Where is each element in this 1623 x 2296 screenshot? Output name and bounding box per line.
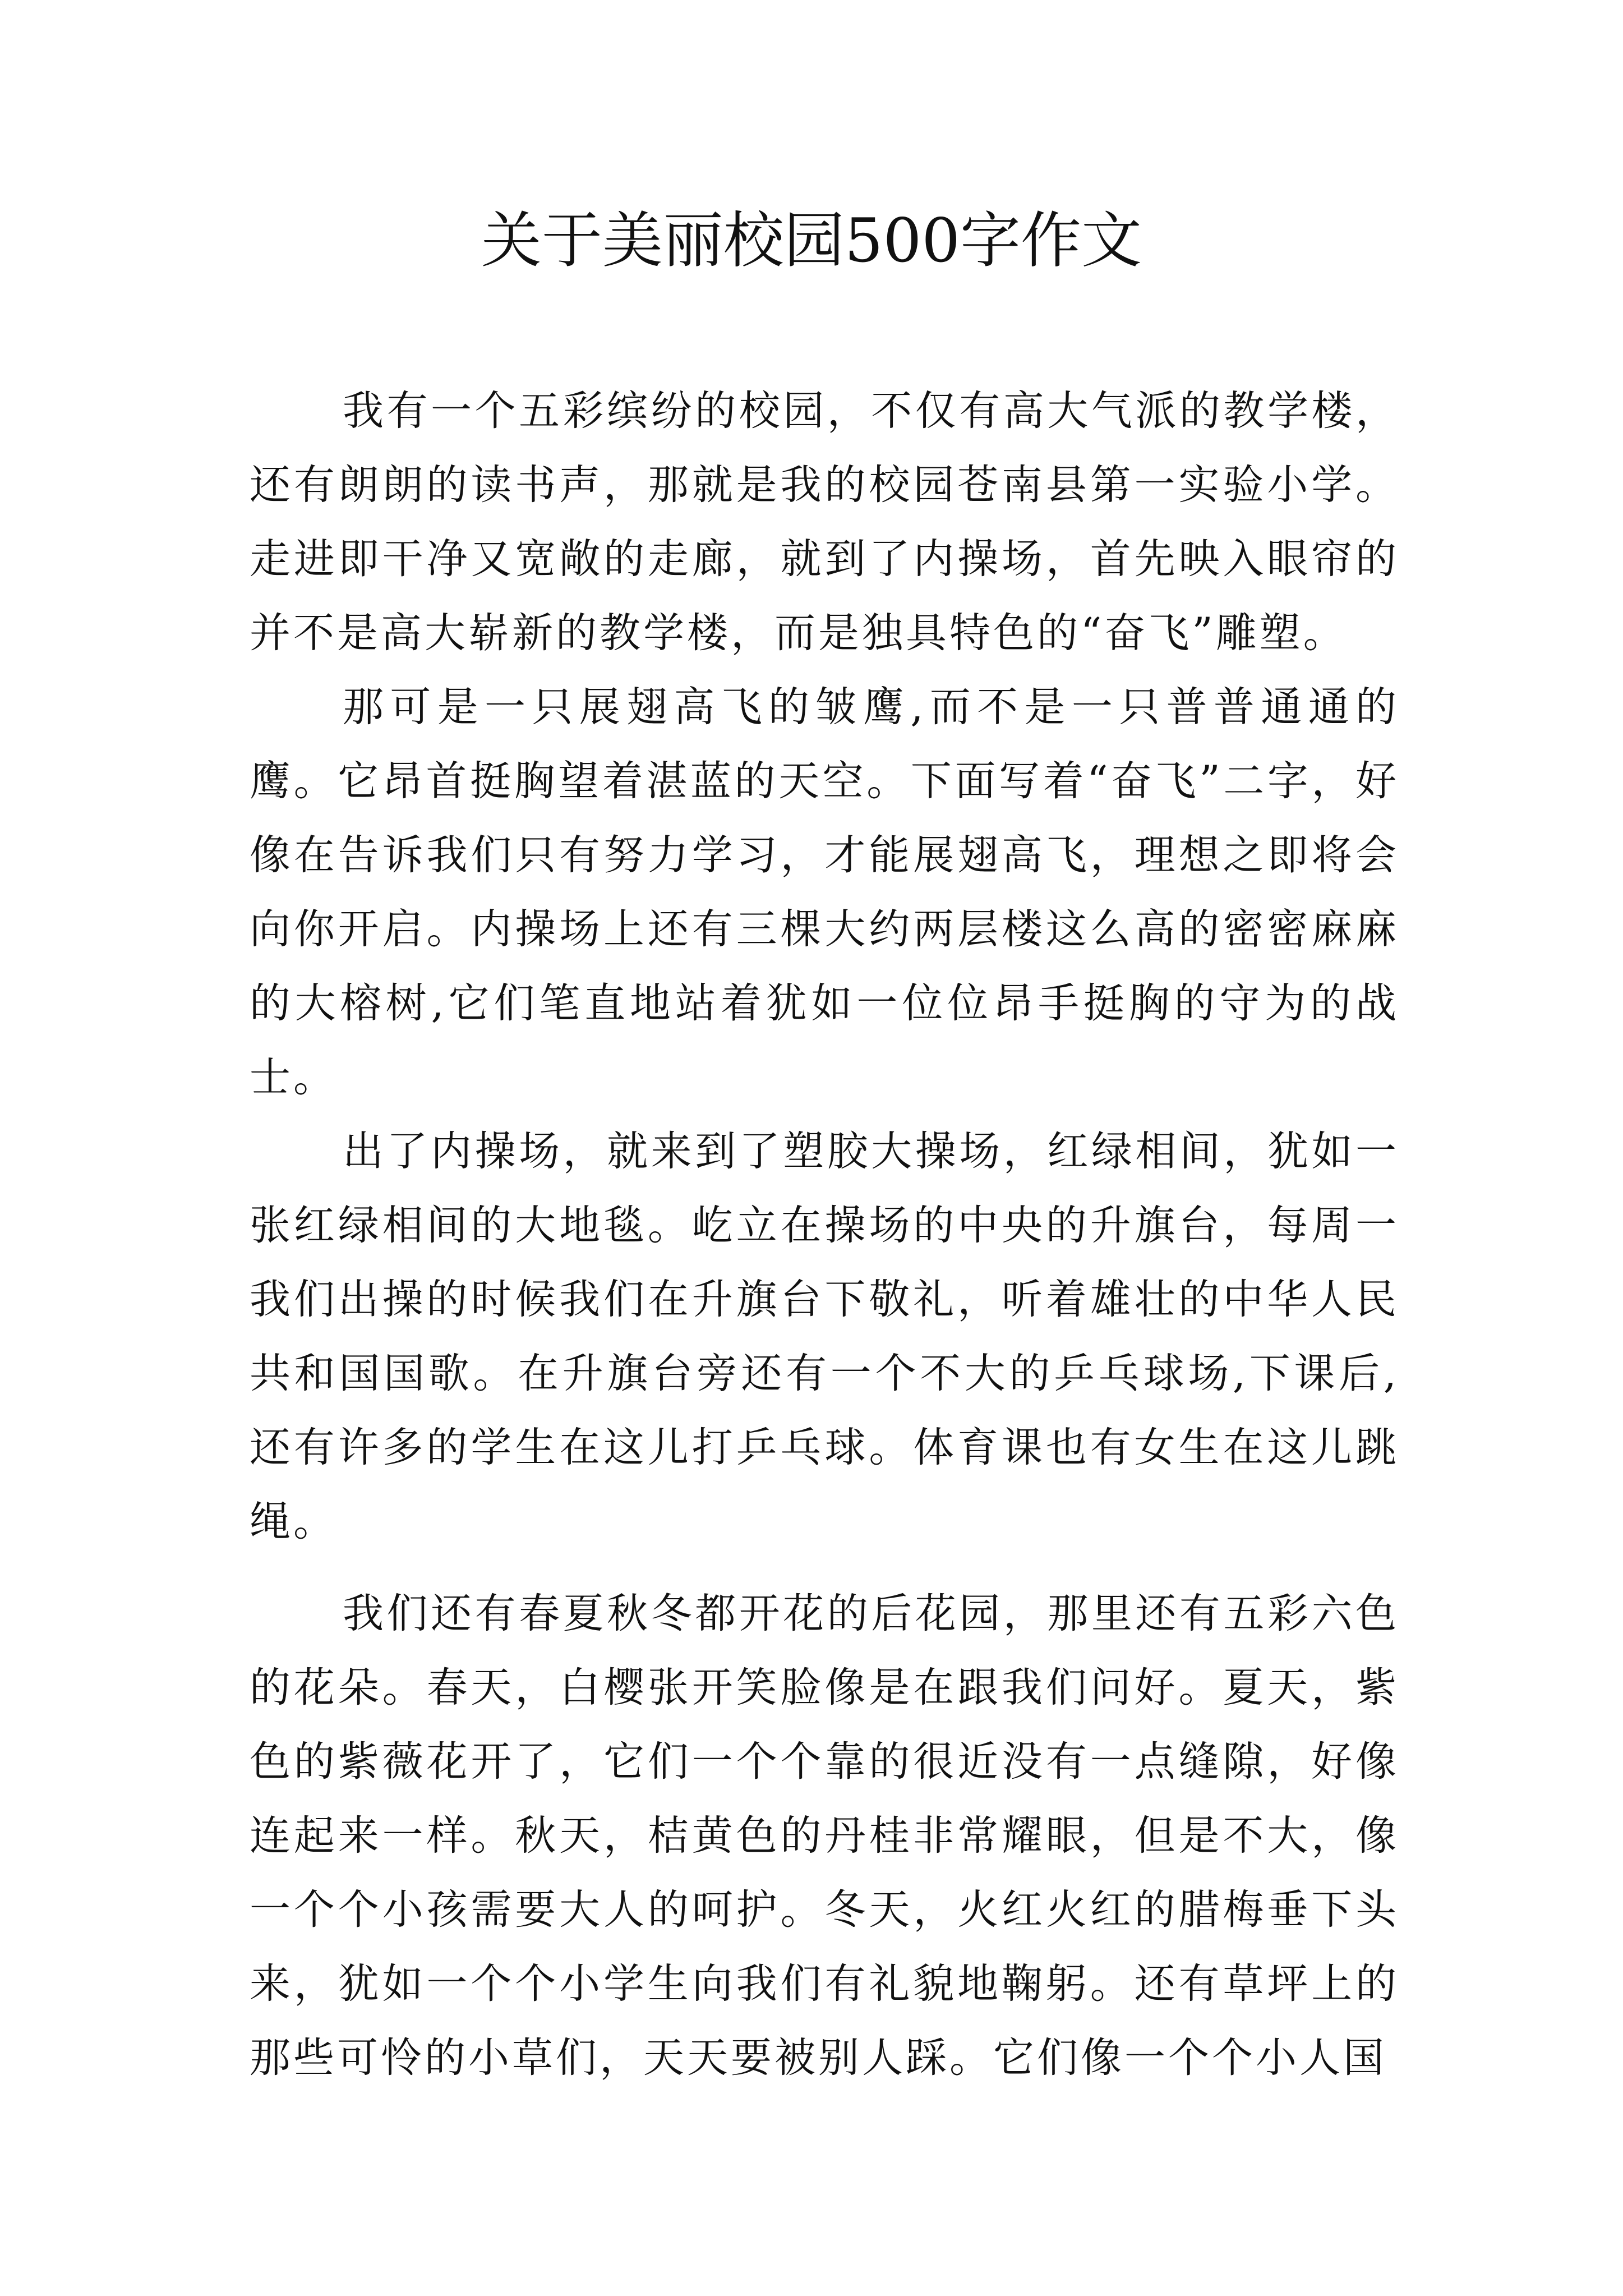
document-title: 关于美丽校园500字作文: [481, 206, 1142, 276]
paragraph-3: 出了内操场，就来到了塑胶大操场，红绿相间，犹如一张红绿相间的大地毯。屹立在操场的中央的升旗台，每周一我们出操的时候我们在升旗台下敬礼，听着雄壮的中华人民共和国国歌。在升旗台旁还有一个不大的乒乓球场,下课后,还有许多的学生在这儿打乒乓球。体育课也有女生在这儿跳绳。: [250, 1128, 1399, 1545]
paragraph-2: 那可是一只展翅高飞的皱鹰,而不是一只普普通通的鹰。它昂首挺胸望着湛蓝的天空。下面写着“奋飞”二字，好像在告诉我们只有努力学习，才能展翅高飞，理想之即将会向你开启。内操场上还有三棵大约两层楼这么高的密密麻麻的大榕树,它们笔直地站着犹如一位位昂手挺胸的守为的战士。: [250, 683, 1399, 1101]
document-body: [250, 374, 1399, 2095]
paragraph-4: 我们还有春夏秋冬都开花的后花园，那里还有五彩六色的花朵。春天，白樱张开笑脸像是在跟我们问好。夏天，紫色的紫薇花开了，它们一个个靠的很近没有一点缝隙，好像连起来一样。秋天，桔黄色的丹桂非常耀眼，但是不大，像一个个小孩需要大人的呵护。冬天，火红火红的腊梅垂下头来，犹如一个个小学生向我们有礼貌地鞠躬。还有草坪上的那些可怜的小草们，天天要被别人踩。它们像一个个小人国: [250, 1590, 1399, 2082]
paragraph-1: 我有一个五彩缤纷的校园，不仅有高大气派的教学楼，还有朗朗的读书声，那就是我的校园苍南县第一实验小学。走进即干净又宽敞的走廊，就到了内操场，首先映入眼帘的并不是高大崭新的教学楼，而是独具特色的“奋飞”雕塑。: [250, 387, 1399, 657]
